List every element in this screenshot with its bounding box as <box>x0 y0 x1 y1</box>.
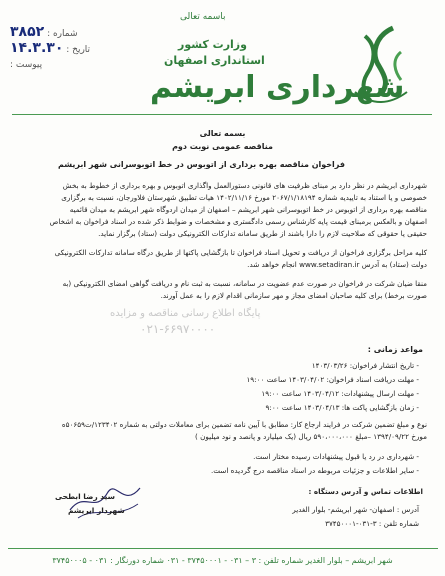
governorate-name: استانداری اصفهان <box>164 54 265 67</box>
letter-number-label: شماره : <box>47 29 78 39</box>
body-line: صورت برخط) برای کلیه صاحبان امضای مجاز و مهر سازمانی اقدام لازم را به عمل آورند. <box>160 291 427 300</box>
tender-title: مناقصه عمومی نوبت دوم <box>172 142 273 151</box>
body-line: منقا ضیان شرکت در فراخوان در صورت عدم عضویت در سامانه، نسبت به ثبت نام و دریافت گواهی امضای الکترونیکی (به <box>62 279 427 288</box>
body-line: حقیقی یا حقوقی که صلاحیت لازم را دارا باشند از طریق سامانه تدارکات الکترونیکی دولت (ستاد) برگزار نماید. <box>98 229 427 238</box>
letter-date-value: ۱۴.۳.۳۰ <box>10 40 64 56</box>
letter-date-row <box>10 40 90 56</box>
deadlines-title: مواعد زمانی : <box>367 345 423 354</box>
attachment-row <box>10 60 42 70</box>
contact-title: اطلاعات تماس و آدرس دستگاه : <box>308 487 423 496</box>
body-line: مناقصه بهره برداری از اتوبوس در خط اتوبوسرانی شهر ابریشم – اصفهان از میدان اردوگاه شهر ابریشم به میدان قائمیه <box>69 205 427 214</box>
body-line: کلیه مراحل برگزاری فراخوان از دریافت و تحویل اسناد فراخوان تا بازگشایی پاکتها از طریق درگاه سامانه تدارکات الکترونیکی <box>54 248 427 257</box>
deadline-item: - مهلت دریافت اسناد فراخوان: ۱۴۰۳/۰۴/۰۲ ساعت ۱۹:۰۰ <box>246 375 419 384</box>
body-line: دولت (ستاد) به آدرس www.setadiran.ir انجام خواهد شد. <box>247 260 427 269</box>
basmala: باسمه تعالی <box>180 12 226 22</box>
contact-address: آدرس : اصفهان- شهر ابریشم- بلوار الغدیر <box>292 505 419 514</box>
municipality-name: شهرداری ابریشم <box>150 70 405 105</box>
header-divider <box>12 114 432 115</box>
body-line: خصوصی و یا استناد به تاییدیه شماره ۲۰۶۷/۱/۱۸۱۹۴ مورخ ۱۴۰۲/۱۱/۱۶ هیات تطبیق شهرستان فلاورجان، نسبت به برگزاری <box>61 193 427 202</box>
footer-contact: شهر ابریشم – بلوار الغدیر شماره تلفن : ۳ – ۰۳۱ - ۳۷۴۵۰۰۰۱ - ۰۳۱ شماره دورنگار : ۰۳۱ - ۳۷۴۵۰۰۰۵ <box>52 556 393 565</box>
letter-number-value: ۳۸۵۲ <box>10 24 45 40</box>
letter-date-label: تاریخ : <box>66 45 91 55</box>
attachment-label: پیوست : <box>10 60 43 70</box>
contact-phone: شماره تلفن : ۳-۰۳۱-۳۷۴۵۰۰۰۱ <box>325 519 419 528</box>
guarantee-line: نوع و مبلغ تضمین شرکت در فرایند ارجاع کار: مطابق با آیین نامه تضمین برای معاملات دولتی به شماره ۱۲۳۴۰۲/ت۵۰۶۵۹ه <box>61 420 427 429</box>
tender-subject: فراخوان مناقصه بهره برداری از اتوبوس در خط اتوبوسرانی شهر ابریشم <box>57 160 345 169</box>
doc-heading: بسمه تعالی <box>199 129 246 138</box>
note-item: - سایر اطلاعات و جزئیات مربوطه در اسناد مناقصه درج گردیده است. <box>210 466 419 475</box>
note-item: - شهرداری در رد یا قبول پیشنهادات رسیده مختار است. <box>253 452 419 461</box>
watermark-text: پایگاه اطلاع رسانی مناقصه و مزایده <box>110 308 261 319</box>
body-line: اصفهان و بالعکس برمبنای قیمت پایه کارشناس رسمی دادگستری و مشخصات و ضوابط ذکر شده در اسناد فراخوان به اشخاص <box>49 217 427 226</box>
watermark-phone: ۰۲۱-۶۶۹۷۰۰۰۰ <box>140 322 216 336</box>
footer-divider <box>8 548 438 549</box>
signatory-role: شهردار ابریشم <box>68 506 125 515</box>
deadline-item: - مهلت ارسال پیشنهادات: ۱۴۰۳/۰۴/۱۲ ساعت ۱۹:۰۰ <box>261 389 419 398</box>
signatory-name: سید رضا ابطحی <box>55 492 116 501</box>
letter-number-row <box>10 24 78 40</box>
body-line: شهرداری ابریشم در نظر دارد بر مبنای ظرفیت های قانونی دستورالعمل واگذاری اتوبوس و بهره برداری از خطوط به بخش <box>62 181 427 190</box>
deadline-item: - زمان بازگشایی پاکت ها: ۱۴۰۳/۰۴/۱۳ ساعت ۹:۰۰ <box>265 403 419 412</box>
guarantee-line: مورخ ۱۳۹۴/۰۹/۲۲ –مبلغ ۵۹۰،۰۰۰،۰۰۰ ریال (یک میلیارد و پانصد و نود میلیون ) <box>194 432 427 441</box>
ministry-name: وزارت کشور <box>178 38 247 51</box>
deadline-item: - تاریخ انتشار فراخوان: ۱۴۰۳/۰۳/۲۶ <box>311 361 419 370</box>
